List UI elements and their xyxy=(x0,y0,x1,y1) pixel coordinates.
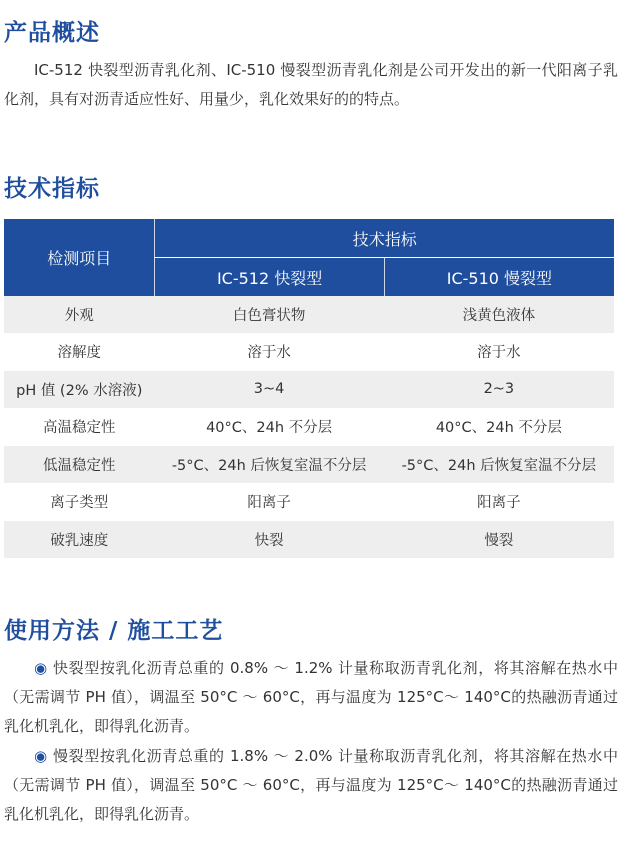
usage-paragraph-slow xyxy=(4,742,618,829)
row-value-ic510: 慢裂 xyxy=(384,521,614,559)
table-row xyxy=(4,484,614,522)
row-value-ic512: 3~4 xyxy=(154,371,383,409)
row-value-ic512: 快裂 xyxy=(154,521,383,559)
header-item: 检测项目 xyxy=(4,219,154,296)
row-item: 破乳速度 xyxy=(4,521,154,559)
row-item: 溶解度 xyxy=(4,334,154,372)
row-value-ic510: 2~3 xyxy=(384,371,614,409)
row-value-ic512: 阳离子 xyxy=(154,484,383,522)
usage-title: 使用方法 / 施工工艺 xyxy=(4,618,224,644)
table-row xyxy=(4,371,614,409)
row-item: 高温稳定性 xyxy=(4,409,154,447)
row-value-ic510: 阳离子 xyxy=(384,484,614,522)
usage-paragraph-fast xyxy=(4,654,618,741)
row-item: 低温稳定性 xyxy=(4,446,154,484)
bullet-icon: ◉ xyxy=(34,747,48,765)
row-value-ic512: 白色膏状物 xyxy=(154,296,383,334)
table-row xyxy=(4,334,614,372)
bullet-icon: ◉ xyxy=(34,659,48,677)
table-row xyxy=(4,446,614,484)
table-row xyxy=(4,521,614,559)
usage-text-fast: 快裂型按乳化沥青总重的 0.8% ～ 1.2% 计量称取沥青乳化剂，将其溶解在热水中（无需调节 PH 值），调温至 50°C ～ 60°C，再与温度为 125°C～ 140°C的热融沥青通过乳化机乳化，即得乳化沥青。 xyxy=(4,659,618,735)
specs-title: 技术指标 xyxy=(4,176,100,202)
row-item: 外观 xyxy=(4,296,154,334)
overview-text: IC-512 快裂型沥青乳化剂、IC-510 慢裂型沥青乳化剂是公司开发出的新一代阳离子乳化剂，具有对沥青适应性好、用量少，乳化效果好的的特点。 xyxy=(4,61,618,108)
row-value-ic510: 溶于水 xyxy=(384,334,614,372)
table-row xyxy=(4,296,614,334)
overview-title: 产品概述 xyxy=(4,20,100,46)
row-value-ic510: 浅黄色液体 xyxy=(384,296,614,334)
row-item: 离子类型 xyxy=(4,484,154,522)
usage-text-slow: 慢裂型按乳化沥青总重的 1.8% ～ 2.0% 计量称取沥青乳化剂，将其溶解在热水中（无需调节 PH 值），调温至 50°C ～ 60°C，再与温度为 125°C～ 140°C的热融沥青通过乳化机乳化，即得乳化沥青。 xyxy=(4,747,618,823)
table-row xyxy=(4,409,614,447)
header-col-ic510: IC-510 慢裂型 xyxy=(384,257,614,296)
spec-table xyxy=(4,219,614,559)
row-value-ic512: 溶于水 xyxy=(154,334,383,372)
row-value-ic510: -5°C、24h 后恢复室温不分层 xyxy=(384,446,614,484)
header-col-ic512: IC-512 快裂型 xyxy=(154,257,383,296)
header-group: 技术指标 xyxy=(154,219,614,257)
row-item: pH 值 (2% 水溶液) xyxy=(4,371,154,409)
row-value-ic512: 40°C、24h 不分层 xyxy=(154,409,383,447)
row-value-ic510: 40°C、24h 不分层 xyxy=(384,409,614,447)
row-value-ic512: -5°C、24h 后恢复室温不分层 xyxy=(154,446,383,484)
